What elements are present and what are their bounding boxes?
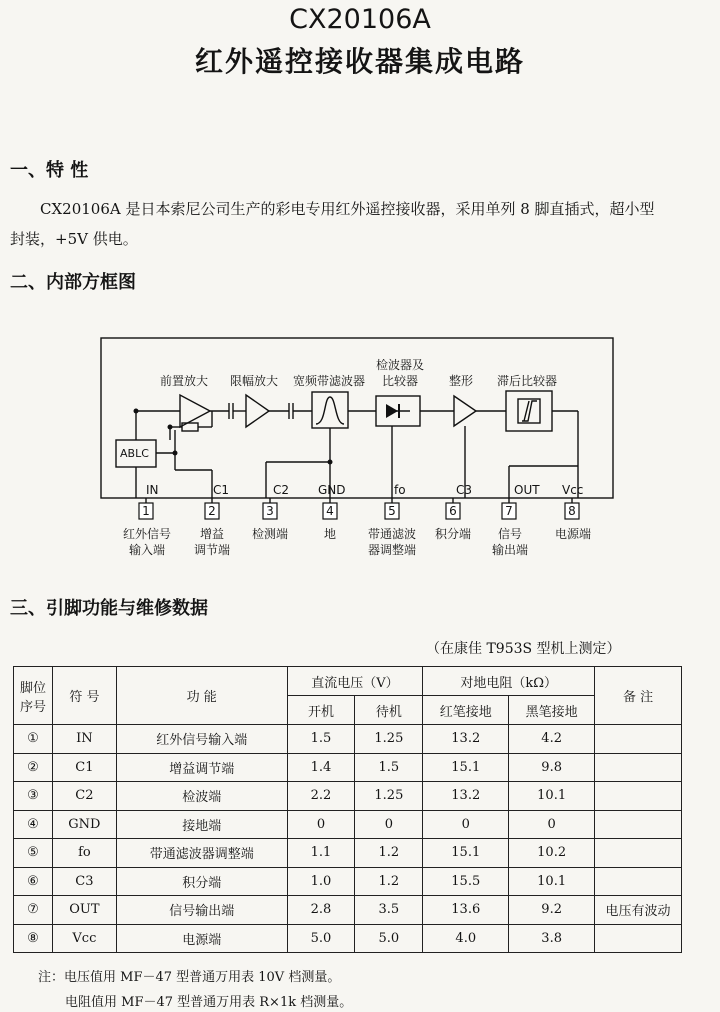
cell-on: 1.4 xyxy=(287,753,355,782)
cell-no: ⑥ xyxy=(14,867,53,896)
cell-standby: 1.5 xyxy=(355,753,423,782)
table-row xyxy=(14,924,682,953)
table-row xyxy=(14,867,682,896)
cell-black: 9.8 xyxy=(509,753,595,782)
cell-note xyxy=(595,753,682,782)
pin-function-7: 信号 输出端 xyxy=(491,527,528,557)
pin-name-4: GND xyxy=(318,483,346,497)
cell-standby: 3.5 xyxy=(355,896,423,925)
block-label-shaper: 整形 xyxy=(449,374,474,388)
pin-function-1: 红外信号 输入端 xyxy=(122,527,171,557)
cell-function: 检波端 xyxy=(116,782,287,811)
pin-name-2: C1 xyxy=(213,483,230,497)
shaper-triangle xyxy=(454,396,476,426)
cell-standby: 0 xyxy=(355,810,423,839)
cell-symbol: IN xyxy=(52,725,116,754)
pin-number-6: 6 xyxy=(449,504,457,518)
cell-on: 2.2 xyxy=(287,782,355,811)
cell-symbol: C2 xyxy=(52,782,116,811)
cell-standby: 1.2 xyxy=(355,839,423,868)
cell-symbol: C1 xyxy=(52,753,116,782)
cell-note: 电压有波动 xyxy=(595,896,682,925)
cell-red: 13.6 xyxy=(423,896,509,925)
pin-name-5: fo xyxy=(394,483,406,497)
cell-on: 1.1 xyxy=(287,839,355,868)
pin-number-7: 7 xyxy=(505,504,513,518)
table-row xyxy=(14,725,682,754)
cell-function: 接地端 xyxy=(116,810,287,839)
cell-on: 2.8 xyxy=(287,896,355,925)
cell-function: 带通滤波器调整端 xyxy=(116,839,287,868)
cell-no: ⑦ xyxy=(14,896,53,925)
cell-function: 红外信号输入端 xyxy=(116,725,287,754)
header-red-probe: 红笔接地 xyxy=(423,696,509,725)
note-line1: 注：电压值用 MF－47 型普通万用表 10V 档测量。 xyxy=(38,970,341,985)
cell-on: 1.5 xyxy=(287,725,355,754)
document-model-title: CX20106A xyxy=(289,4,431,35)
table-row xyxy=(14,896,682,925)
cell-standby: 1.25 xyxy=(355,725,423,754)
cell-no: ⑤ xyxy=(14,839,53,868)
preamp-triangle xyxy=(180,395,210,427)
cell-note xyxy=(595,867,682,896)
header-function: 功 能 xyxy=(116,667,287,725)
cell-on: 0 xyxy=(287,810,355,839)
section-heading-diagram: 二、内部方框图 xyxy=(10,272,136,293)
cell-standby: 1.25 xyxy=(355,782,423,811)
cell-red: 15.1 xyxy=(423,839,509,868)
pin-number-2: 2 xyxy=(208,504,216,518)
block-label-preamp: 前置放大 xyxy=(160,374,209,388)
block-label-limiter: 限幅放大 xyxy=(230,374,279,388)
limiter-triangle xyxy=(246,395,269,427)
pin-function-3: 检测端 xyxy=(251,527,288,541)
cell-symbol: Vcc xyxy=(52,924,116,953)
table-row xyxy=(14,753,682,782)
cell-on: 5.0 xyxy=(287,924,355,953)
pin-name-8: Vcc xyxy=(562,483,584,497)
pin-name-3: C2 xyxy=(273,483,290,497)
pin-name-1: IN xyxy=(146,483,159,497)
pin-function-8: 电源端 xyxy=(554,527,591,541)
cell-no: ② xyxy=(14,753,53,782)
cell-symbol: OUT xyxy=(52,896,116,925)
cell-on: 1.0 xyxy=(287,867,355,896)
cell-note xyxy=(595,924,682,953)
cell-standby: 1.2 xyxy=(355,867,423,896)
cell-note xyxy=(595,810,682,839)
cell-black: 3.8 xyxy=(509,924,595,953)
note-line2: 电阻值用 MF－47 型普通万用表 R×1k 档测量。 xyxy=(65,995,353,1010)
measurement-source: （在康佳 T953S 型机上测定） xyxy=(426,641,621,657)
cell-symbol: GND xyxy=(52,810,116,839)
cell-no: ① xyxy=(14,725,53,754)
table-row xyxy=(14,782,682,811)
pin-function-4: 地 xyxy=(323,527,336,541)
cell-no: ③ xyxy=(14,782,53,811)
cell-black: 9.2 xyxy=(509,896,595,925)
cell-red: 13.2 xyxy=(423,782,509,811)
section-heading-pins: 三、引脚功能与维修数据 xyxy=(10,598,208,619)
cell-black: 0 xyxy=(509,810,595,839)
pin-number-8: 8 xyxy=(568,504,576,518)
header-pin-no: 脚位 序号 xyxy=(14,667,53,725)
cell-standby: 5.0 xyxy=(355,924,423,953)
pin-name-7: OUT xyxy=(514,483,540,497)
header-resistance: 对地电阻（kΩ） xyxy=(423,667,595,696)
cell-function: 增益调节端 xyxy=(116,753,287,782)
cell-note xyxy=(595,725,682,754)
features-paragraph-line2: 封装，+5V 供电。 xyxy=(10,230,138,248)
cell-function: 电源端 xyxy=(116,924,287,953)
cell-black: 10.1 xyxy=(509,867,595,896)
block-label-detector-line1: 检波器及 xyxy=(376,358,425,372)
pin-number-4: 4 xyxy=(326,504,334,518)
header-symbol: 符 号 xyxy=(52,667,116,725)
table-row xyxy=(14,839,682,868)
header-remarks: 备 注 xyxy=(595,667,682,725)
cell-red: 15.1 xyxy=(423,753,509,782)
cell-function: 积分端 xyxy=(116,867,287,896)
block-label-bandpass: 宽频带滤波器 xyxy=(293,374,366,388)
pin-name-6: C3 xyxy=(456,483,473,497)
pin-number-1: 1 xyxy=(142,504,150,518)
pin-function-6: 积分端 xyxy=(434,527,471,541)
cell-no: ④ xyxy=(14,810,53,839)
features-paragraph-line1: CX20106A 是日本索尼公司生产的彩电专用红外遥控接收器，采用单列 8 脚直插式，超小型 xyxy=(40,200,655,218)
table-row xyxy=(14,810,682,839)
cell-red: 15.5 xyxy=(423,867,509,896)
header-standby: 待机 xyxy=(355,696,423,725)
cell-black: 4.2 xyxy=(509,725,595,754)
pin-number-5: 5 xyxy=(388,504,396,518)
cell-function: 信号输出端 xyxy=(116,896,287,925)
chip-outline xyxy=(101,338,613,498)
cell-red: 13.2 xyxy=(423,725,509,754)
hysteresis-box xyxy=(506,391,552,431)
cell-symbol: fo xyxy=(52,839,116,868)
header-dc-voltage: 直流电压（V） xyxy=(287,667,423,696)
block-label-detector-line2: 比较器 xyxy=(382,374,419,388)
cell-note xyxy=(595,839,682,868)
header-black-probe: 黑笔接地 xyxy=(509,696,595,725)
pin-function-5: 带通滤波 器调整端 xyxy=(367,527,416,557)
document-title: 红外遥控接收器集成电路 xyxy=(194,45,525,78)
pin-data-table xyxy=(13,666,682,953)
pin-function-2: 增益 调节端 xyxy=(193,527,230,557)
section-heading-features: 一、特 性 xyxy=(10,160,89,181)
detector-diode xyxy=(386,404,398,418)
cell-note xyxy=(595,782,682,811)
cell-red: 4.0 xyxy=(423,924,509,953)
cell-black: 10.1 xyxy=(509,782,595,811)
block-label-ablc: ABLC xyxy=(120,447,149,460)
cell-black: 10.2 xyxy=(509,839,595,868)
cell-no: ⑧ xyxy=(14,924,53,953)
cell-red: 0 xyxy=(423,810,509,839)
block-label-hysteresis: 滞后比较器 xyxy=(497,374,558,388)
header-on: 开机 xyxy=(287,696,355,725)
cell-symbol: C3 xyxy=(52,867,116,896)
pin-number-3: 3 xyxy=(266,504,274,518)
